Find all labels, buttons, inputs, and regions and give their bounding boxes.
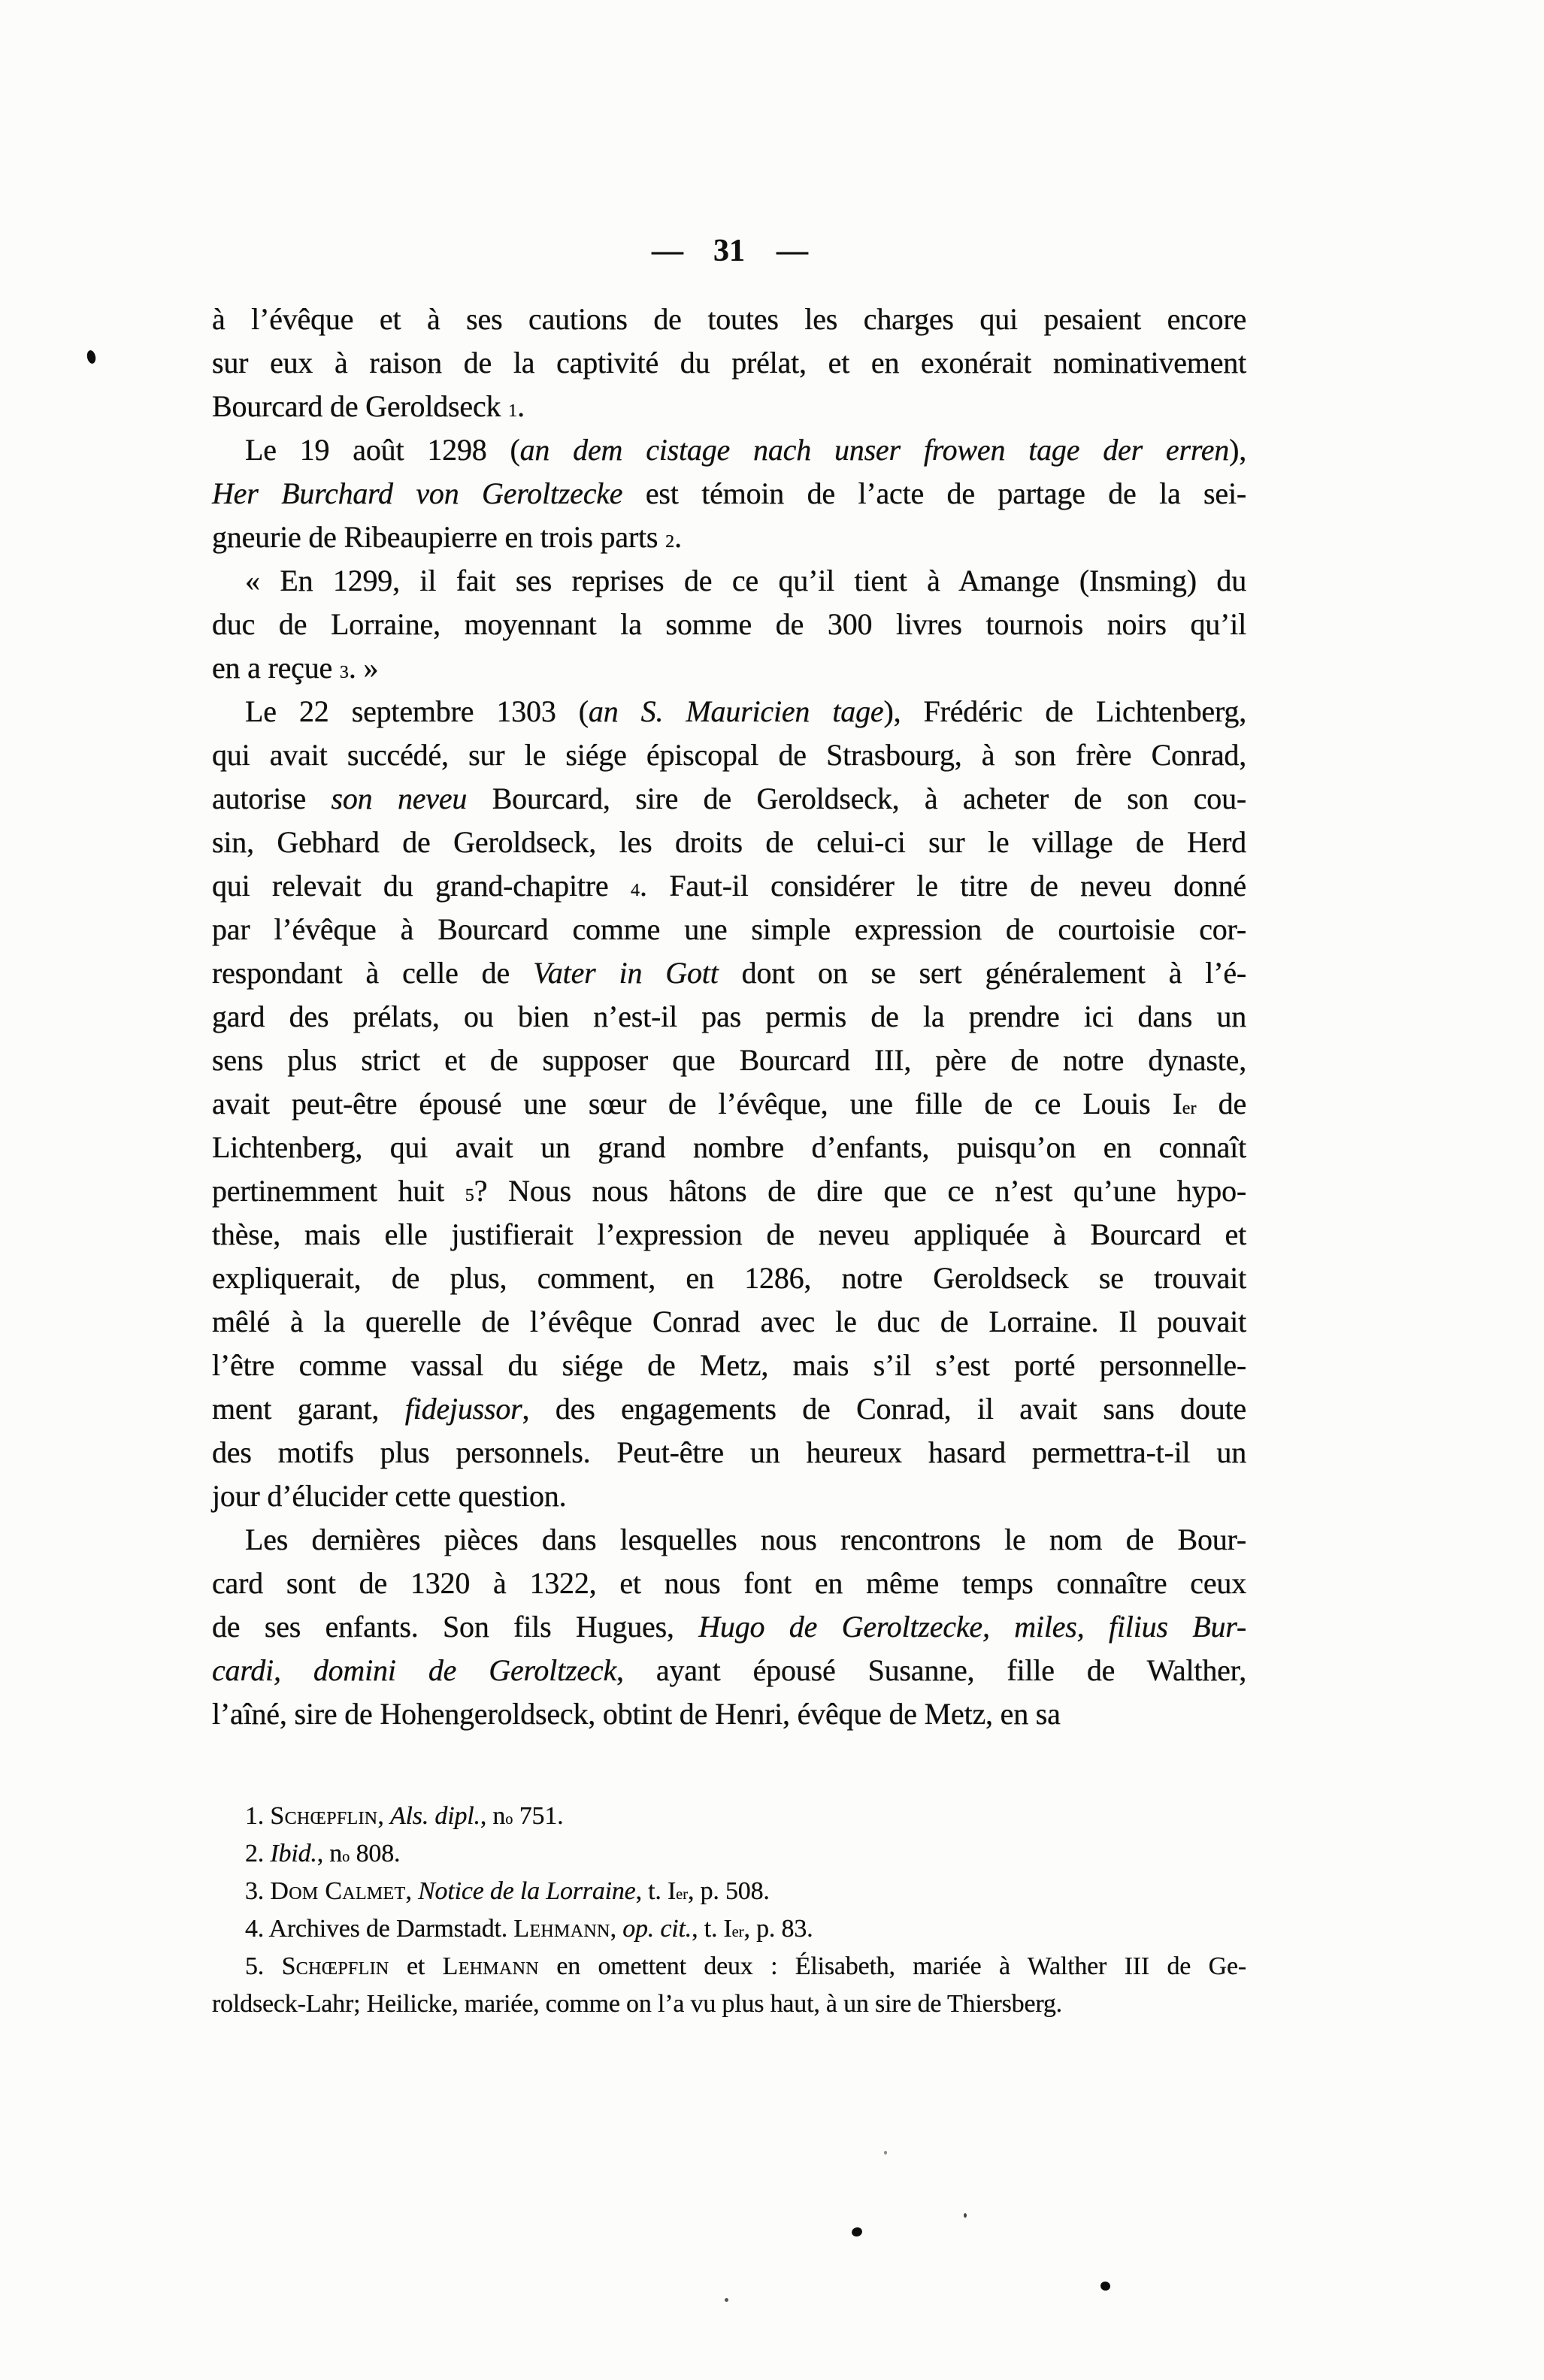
page-header (212, 233, 1246, 269)
text-segment: er (676, 1886, 688, 1903)
text-line (212, 951, 1246, 995)
text-segment: , (405, 1877, 419, 1905)
text-segment: er (731, 1924, 744, 1940)
text-segment: de (1196, 1087, 1246, 1120)
text-line (212, 1300, 1246, 1344)
text-segment: ), (1229, 433, 1246, 467)
text-line (212, 1692, 1246, 1736)
paragraph (212, 428, 1246, 559)
text-segment: roldseck-Lahr; Heilicke, mariée, comme on l’a vu plus haut, à un sire de Thiersberg. (212, 1990, 1062, 2018)
text-segment: avait peut-être épousé une sœur de l’évêque, une fille de ce Louis I (212, 1087, 1182, 1120)
text-line (212, 1169, 1246, 1213)
text-segment: 3. (245, 1877, 271, 1905)
text-segment: pertinemment huit (212, 1174, 465, 1208)
text-line (212, 646, 1246, 690)
text-segment: Lehmann (513, 1915, 610, 1943)
text-line (212, 1126, 1246, 1169)
text-segment: 5. (245, 1952, 282, 1980)
text-line (212, 1562, 1246, 1605)
text-segment: Lichtenberg, qui avait un grand nombre d’enfants, puisqu’on en connaît (212, 1130, 1246, 1164)
text-segment: expliquerait, de plus, comment, en 1286, notre Geroldseck se trouvait (212, 1261, 1246, 1295)
text-line (212, 1344, 1246, 1387)
text-segment: , n (480, 1802, 506, 1830)
text-segment: « En 1299, il fait ses reprises de ce qu’il tient à Amange (Insming) du (245, 564, 1246, 597)
text-segment: sens plus strict et de supposer que Bourcard III, père de notre dynaste, (212, 1043, 1246, 1077)
text-segment: an S. Mauricien tage (588, 694, 884, 728)
text-segment: Bourcard, sire de Geroldseck, à acheter de son cou- (467, 782, 1246, 815)
text-line (212, 516, 1246, 559)
text-line (212, 559, 1246, 603)
text-segment: . Faut-il considérer le titre de neveu donné (640, 869, 1246, 903)
text-segment: qui relevait du grand-chapitre (212, 869, 631, 903)
text-segment: cardi, domini de Geroltzeck (212, 1653, 617, 1687)
paragraph (212, 1518, 1246, 1736)
text-segment: sur eux à raison de la captivité du prélat, et en exonérait nominativement (212, 346, 1246, 380)
text-segment: , (610, 1915, 623, 1943)
header-right-dash: — (777, 234, 807, 268)
text-segment: ment garant, (212, 1392, 405, 1426)
body-text (212, 298, 1246, 1736)
text-segment: Lehmann (442, 1952, 539, 1980)
text-segment: , n (316, 1840, 343, 1867)
text-line (212, 1431, 1246, 1474)
text-segment: 808. (350, 1840, 401, 1867)
text-line (212, 1948, 1246, 1985)
text-segment: de ses enfants. Son fils Hugues, (212, 1610, 699, 1644)
text-segment: 4. Archives de Darmstadt. (245, 1915, 514, 1943)
text-segment: , p. 83. (743, 1915, 813, 1943)
text-segment: card sont de 1320 à 1322, et nous font en même temps connaître ceux (212, 1566, 1246, 1600)
text-segment: dont on se sert généralement à l’é- (718, 956, 1246, 990)
text-segment: mêlé à la querelle de l’évêque Conrad avec le duc de Lorraine. Il pouvait (212, 1305, 1246, 1338)
text-segment: gneurie de Ribeaupierre en trois parts (212, 520, 666, 554)
text-line (212, 690, 1246, 733)
text-line (212, 733, 1246, 777)
text-segment: son neveu (331, 782, 468, 815)
text-segment: Notice de la Lorraine (418, 1877, 636, 1905)
text-line (212, 1605, 1246, 1649)
ink-spot (851, 2226, 864, 2237)
text-segment: duc de Lorraine, moyennant la somme de 300 livres tournois noirs qu’il (212, 607, 1246, 641)
text-segment: , p. 508. (688, 1877, 770, 1905)
text-segment: Bourcard de Geroldseck (212, 389, 509, 423)
text-segment: et (389, 1952, 443, 1980)
text-segment: er (1182, 1099, 1197, 1118)
text-line (212, 603, 1246, 646)
text-segment: l’aîné, sire de Hohengeroldseck, obtint de Henri, évêque de Metz, en sa (212, 1697, 1061, 1731)
text-segment: 1. (245, 1802, 271, 1830)
text-segment: an dem cistage nach unser frowen tage der erren (519, 433, 1230, 467)
text-segment: respondant à celle de (212, 956, 534, 990)
ink-spot (86, 349, 97, 364)
text-line (212, 1213, 1246, 1257)
text-line (212, 908, 1246, 951)
text-line (212, 1387, 1246, 1431)
page-number: 31 (713, 234, 745, 268)
text-segment: ), Frédéric de Lichtenberg, (883, 694, 1246, 728)
text-segment: 5 (465, 1186, 474, 1205)
text-segment: Als. dipl. (389, 1802, 480, 1830)
text-line (212, 428, 1246, 472)
text-line (212, 1649, 1246, 1692)
text-line (212, 1798, 1246, 1835)
text-line (212, 995, 1246, 1039)
text-line (212, 1910, 1246, 1948)
text-segment: Vater in Gott (533, 956, 719, 990)
text-segment: gard des prélats, ou bien n’est-il pas permis de la prendre ici dans un (212, 999, 1246, 1033)
text-segment: o (505, 1811, 513, 1828)
text-segment: Hugo de Geroltzecke, miles, filius Bur- (698, 1610, 1246, 1644)
text-segment: Ibid. (270, 1840, 317, 1867)
text-segment: fidejussor (404, 1392, 522, 1426)
text-segment: jour d’élucider cette question. (212, 1479, 567, 1513)
text-line (212, 1474, 1246, 1518)
ink-spot (1100, 2281, 1111, 2291)
text-line (212, 1835, 1246, 1873)
text-segment: sin, Gebhard de Geroldseck, les droits de celui-ci sur le village de Herd (212, 825, 1246, 859)
text-line (212, 341, 1246, 385)
text-segment: o (342, 1849, 350, 1865)
text-segment: , (377, 1802, 390, 1830)
text-segment: 1 (508, 401, 518, 421)
text-segment: Schœpflin (270, 1802, 378, 1830)
text-segment: . (517, 389, 525, 423)
text-segment: Dom Calmet (270, 1877, 406, 1905)
text-line (212, 1985, 1246, 2023)
paragraph (212, 298, 1246, 428)
ink-spot (964, 2213, 967, 2218)
text-line (212, 777, 1246, 821)
ink-spot (725, 2298, 728, 2302)
text-segment: , t. I (692, 1915, 732, 1943)
text-segment: autorise (212, 782, 332, 815)
ink-spot (884, 2151, 887, 2155)
text-line (212, 821, 1246, 864)
text-line (212, 472, 1246, 516)
text-segment: Les dernières pièces dans lesquelles nous rencontrons le nom de Bour- (245, 1523, 1246, 1556)
text-segment: 2 (665, 532, 675, 552)
text-line (212, 1518, 1246, 1562)
text-segment: Her Burchard von Geroltzecke (212, 476, 623, 510)
paragraph (212, 559, 1246, 690)
text-line (212, 1039, 1246, 1082)
text-segment: thèse, mais elle justifierait l’expression de neveu appliquée à Bourcard et (212, 1217, 1246, 1251)
text-segment: par l’évêque à Bourcard comme une simple expression de courtoisie cor- (212, 912, 1246, 946)
text-line (212, 1257, 1246, 1300)
text-segment: ? Nous nous hâtons de dire que ce n’est qu’une hypo- (474, 1174, 1246, 1208)
text-segment: op. cit. (622, 1915, 692, 1943)
text-segment: des motifs plus personnels. Peut-être un heureux hasard permettra-t-il un (212, 1435, 1246, 1469)
text-segment: 751. (513, 1802, 564, 1830)
paragraph (212, 690, 1246, 1518)
text-segment: 2. (245, 1840, 271, 1867)
text-segment: 4 (631, 881, 640, 900)
text-segment: est témoin de l’acte de partage de la sei- (622, 476, 1246, 510)
text-segment: l’être comme vassal du siége de Metz, mais s’il s’est porté personnelle- (212, 1348, 1246, 1382)
text-segment: 3 (339, 663, 349, 682)
text-segment: , des engagements de Conrad, il avait sans doute (522, 1392, 1246, 1426)
text-segment: . (674, 520, 682, 554)
text-segment: Le 22 septembre 1303 ( (245, 694, 589, 728)
text-segment: . » (348, 651, 379, 685)
text-segment: en omettent deux : Élisabeth, mariée à Walther III de Ge- (538, 1952, 1246, 1980)
text-line (212, 1082, 1246, 1126)
text-line (212, 864, 1246, 908)
text-segment: Le 19 août 1298 ( (245, 433, 520, 467)
text-segment: à l’évêque et à ses cautions de toutes les charges qui pesaient encore (212, 302, 1246, 336)
text-segment: Schœpflin (281, 1952, 389, 1980)
text-segment: qui avait succédé, sur le siége épiscopal de Strasbourg, à son frère Conrad, (212, 738, 1246, 772)
text-line (212, 1873, 1246, 1910)
header-left-dash: — (652, 234, 682, 268)
text-segment: en a reçue (212, 651, 340, 685)
text-segment: , ayant épousé Susanne, fille de Walther, (616, 1653, 1246, 1687)
footnotes (212, 1798, 1246, 2023)
text-line (212, 385, 1246, 428)
text-line (212, 298, 1246, 341)
text-segment: , t. I (635, 1877, 677, 1905)
